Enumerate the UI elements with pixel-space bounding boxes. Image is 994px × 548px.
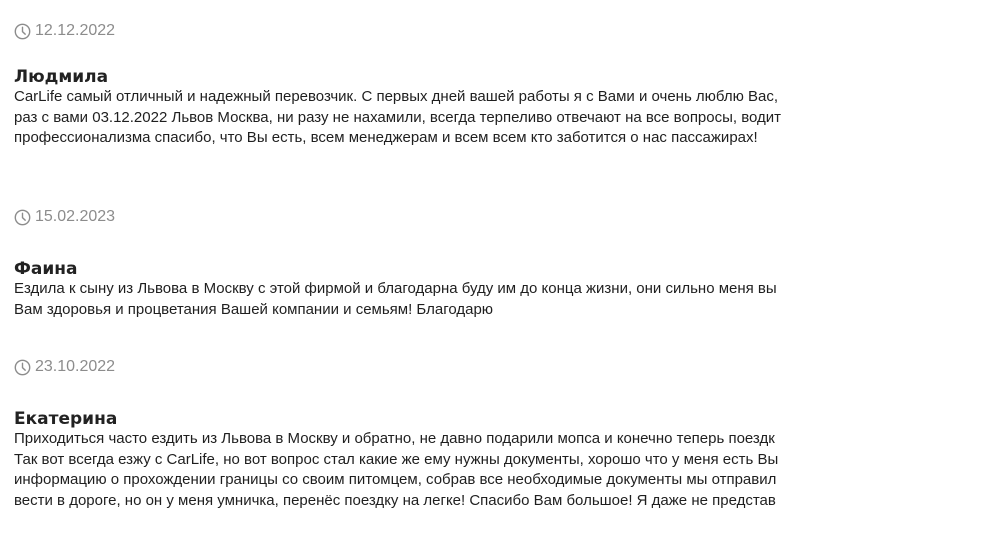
review-item [14,356,994,511]
clock-icon [14,209,31,226]
review-text-line: Приходиться часто ездить из Львова в Москву и обратно, не давно подарили мопса и конечно теперь поездк [14,430,775,447]
clock-icon [14,23,31,40]
review-author: Екатерина [14,409,118,429]
review-text-line: раз с вами 03.12.2022 Львов Москва, ни разу не нахамили, всегда терпеливо отвечают на все вопросы, водит [14,108,782,126]
review-text-line: Вам здоровья и процветания Вашей компании и семьям! Благодарю [14,300,494,318]
review-text-line: вести в дороге, но он у меня умничка, перенёс поездку на легке! Спасибо Вам большое! Я даже не представ [14,491,776,509]
review-item [14,20,994,149]
review-date-text: 23.10.2022 [35,358,116,375]
review-date [14,356,994,378]
review-date-text: 15.02.2023 [35,208,116,225]
review-date-text: 12.12.2022 [35,22,116,39]
review-text-line: информацию о прохождении границы со своим питомцем, собрав все необходимые документы мы отправил [14,471,777,488]
clock-icon [14,359,31,376]
review-text-line: CarLife самый отличный и надежный перевозчик. С первых дней вашей работы я с Вами и очень люблю Вас, [14,88,779,105]
review-text-line: профессионализма спасибо, что Вы есть, всем менеджерам и всем всем кто заботится о нас пассажирах! [14,129,758,146]
review-text-line: Ездила к сыну из Львова в Москву с этой фирмой и благодарна буду им до конца жизни, они сильно меня вы [14,280,777,297]
review-date [14,206,994,228]
review-item [14,206,994,320]
review-date [14,20,994,42]
review-author: Фаина [14,259,78,279]
review-text-line: Так вот всегда езжу с CarLife, но вот вопрос стал какие же ему нужны документы, хорошо что у меня есть Вы [14,450,779,468]
review-author: Людмила [14,67,109,87]
